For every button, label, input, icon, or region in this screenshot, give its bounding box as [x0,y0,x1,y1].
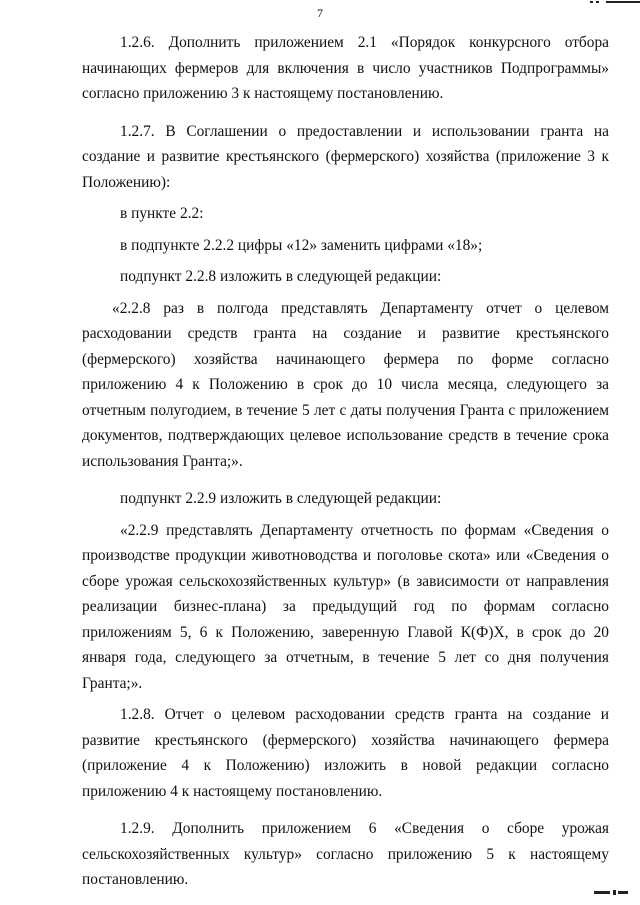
paragraph-1-2-8: 1.2.8. Отчет о целевом расходовании средств гранта на создание и развитие крестьянского (фермерского) хозяйства начинающего фермера (приложение 4 к Положению) изложить в новой редакции согласно приложению 4 к настоящему постановлению. [82,706,609,800]
paragraph-quote-2-2-9: «2.2.9 представлять Департаменту отчетность по формам «Сведения о производстве продукции животноводства и поголовье скота» или «Сведения о сборе урожая сельскохозяйственных культур» (в зависимости от направления реализации бизнес-плана) за предыдущий год по формам согласно приложениям 5, 6 к Положению, заверенную Главой К(Ф)Х, в срок до 20 января года, следующего за отчетным, в течение 5 лет со дня получения Гранта;». [82,521,609,692]
paragraph-subpoint-2-2-8-intro: подпункт 2.2.8 изложить в следующей редакции: [120,268,442,285]
paragraph-1-2-7: 1.2.7. В Соглашении о предоставлении и использовании гранта на создание и развитие крестьянского (фермерского) хозяйства (приложение 3 к Положению): [82,122,609,191]
paragraph-subpoint-2-2-9-intro: подпункт 2.2.9 изложить в следующей редакции: [120,490,442,507]
page-number: 7 [317,6,323,20]
document-body [82,30,609,893]
scan-edge-mark-bottom-right [618,891,628,894]
paragraph-subpoint-2-2-2: в подпункте 2.2.2 цифры «12» заменить цифрами «18»; [120,236,483,254]
paragraph-point-2-2: в пункте 2.2: [120,205,204,222]
paragraph-1-2-9: 1.2.9. Дополнить приложением 6 «Сведения о сборе урожая сельскохозяйственных культур» согласно приложению 5 к настоящему постановлению. [82,820,609,888]
scan-edge-tick-bottom [613,890,616,895]
scan-edge-mark-bottom [594,891,610,894]
paragraph-quote-2-2-8: «2.2.8 раз в полгода представлять Департаменту отчет о целевом расходовании средств гранта на создание и развитие крестьянского (фермерского) хозяйства начинающего фермера по форме согласно приложению 4 к Положению в срок до 10 числа месяца, следующего за отчетным полугодием, в течение 5 лет с даты получения Гранта с приложением документов, подтверждающих целевое использование средств в течение срока использования Гранта;». [82,299,609,470]
paragraph-1-2-6: 1.2.6. Дополнить приложением 2.1 «Порядок конкурсного отбора начинающих фермеров для включения в число участников Подпрограммы» согласно приложению 3 к настоящему постановлению. [82,34,609,102]
scan-edge-dots-top [590,1,600,3]
scan-edge-mark-top [606,1,640,3]
